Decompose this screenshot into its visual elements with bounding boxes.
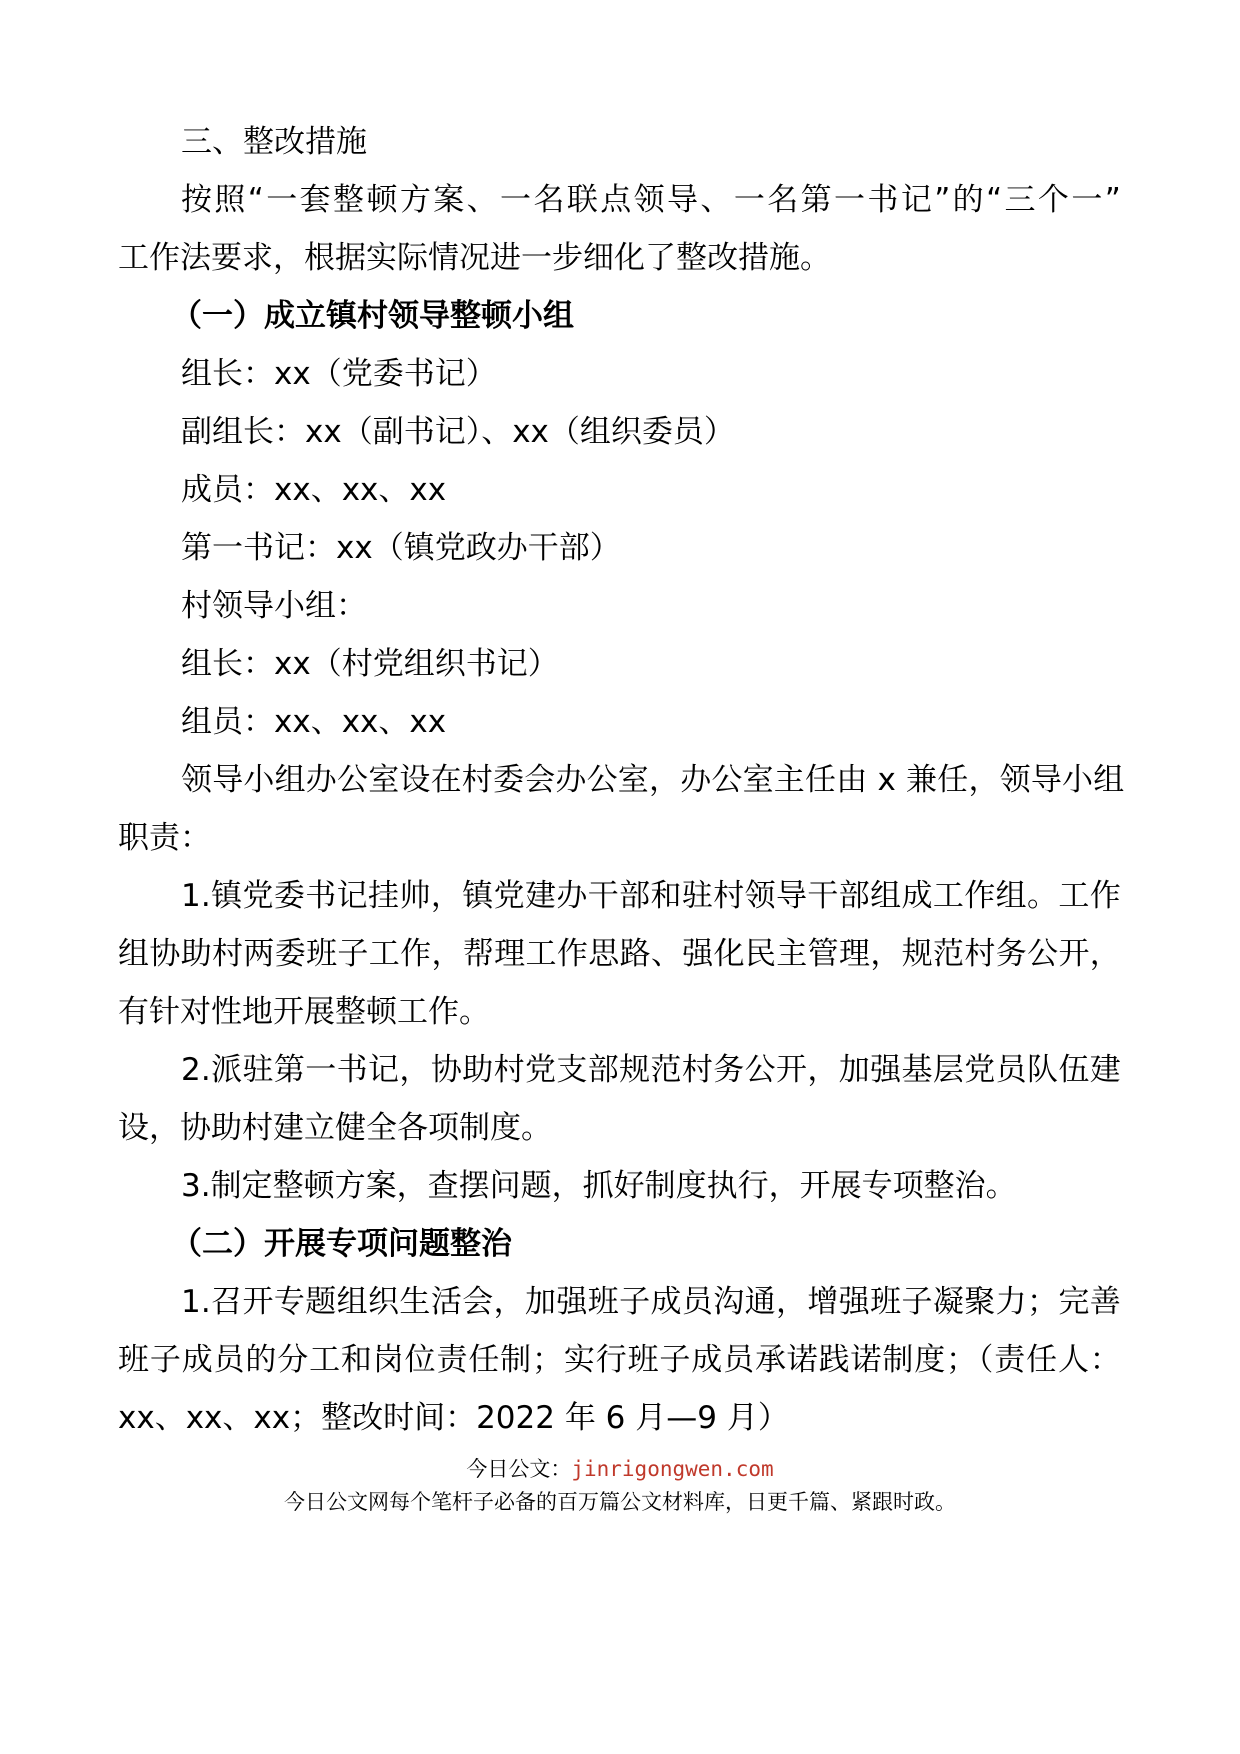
paragraph-line: xx、xx、xx；整改时间：2022 年 6 月—9 月） xyxy=(118,1400,789,1436)
paragraph-line: 职责： xyxy=(118,820,211,856)
paragraph-line: 领导小组办公室设在村委会办公室，办公室主任由 x 兼任，领导小组 xyxy=(181,762,1125,798)
paragraph-line: 村领导小组： xyxy=(181,588,367,624)
paragraph-line: 副组长：xx（副书记）、xx（组织委员） xyxy=(181,414,735,450)
paragraph-line: 组员：xx、xx、xx xyxy=(181,704,447,740)
footer-label: 今日公文： xyxy=(466,1457,572,1481)
paragraph-line: 有针对性地开展整顿工作。 xyxy=(118,994,490,1030)
paragraph-line: 设，协助村建立健全各项制度。 xyxy=(118,1110,552,1146)
section-heading: 三、整改措施 xyxy=(181,124,367,160)
subsection-heading: （一）成立镇村领导整顿小组 xyxy=(171,298,574,334)
paragraph-line: 按照“一套整顿方案、一名联点领导、一名第一书记”的“三个一” xyxy=(181,182,1121,218)
paragraph-line: 工作法要求，根据实际情况进一步细化了整改措施。 xyxy=(118,240,831,276)
paragraph-line: 2.派驻第一书记，协助村党支部规范村务公开，加强基层党员队伍建 xyxy=(181,1052,1121,1088)
paragraph-line: 第一书记：xx（镇党政办干部） xyxy=(181,530,621,566)
paragraph-line: 组协助村两委班子工作，帮理工作思路、强化民主管理，规范村务公开， xyxy=(118,936,1121,972)
footer-source xyxy=(0,1455,1240,1483)
paragraph-line: 组长：xx（党委书记） xyxy=(181,356,497,392)
footer-tagline: 今日公文网每个笔杆子必备的百万篇公文材料库，日更千篇、紧跟时政。 xyxy=(284,1490,956,1514)
footer-url-link[interactable]: jinrigongwen.com xyxy=(571,1457,774,1481)
paragraph-line: 组长：xx（村党组织书记） xyxy=(181,646,559,682)
paragraph-line: 1.召开专题组织生活会，加强班子成员沟通，增强班子凝聚力；完善 xyxy=(181,1284,1121,1320)
subsection-heading: （二）开展专项问题整治 xyxy=(171,1226,512,1262)
paragraph-line: 班子成员的分工和岗位责任制；实行班子成员承诺践诺制度；（责任人： xyxy=(118,1342,1121,1378)
paragraph-line: 3.制定整顿方案，查摆问题，抓好制度执行，开展专项整治。 xyxy=(181,1168,1017,1204)
paragraph-line: 成员：xx、xx、xx xyxy=(181,472,447,508)
paragraph-line: 1.镇党委书记挂帅，镇党建办干部和驻村领导干部组成工作组。工作 xyxy=(181,878,1121,914)
